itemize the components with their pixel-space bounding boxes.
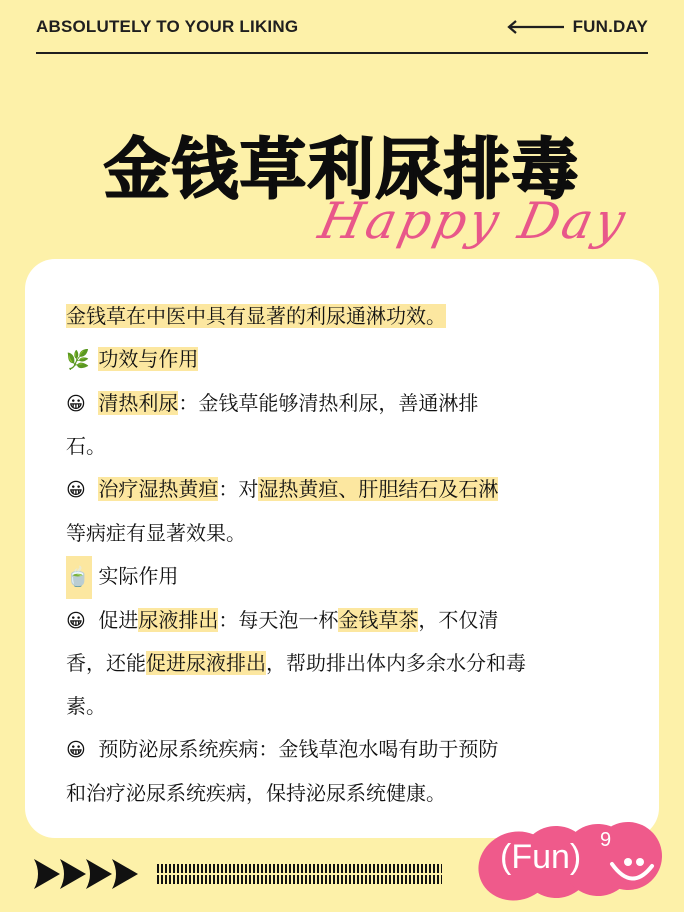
tea-bowl-icon: 🍵: [66, 556, 92, 599]
play-arrow-icon: [86, 859, 112, 889]
left-arrow-icon: [507, 19, 565, 35]
body-text: 等病症有显著效果。: [66, 520, 246, 545]
body-text: 和治疗泌尿系统疾病，保持泌尿系统健康。: [66, 780, 446, 805]
brand-label: FUN.DAY: [572, 17, 648, 36]
arrow-decoration: [34, 858, 138, 890]
content-line: [66, 642, 619, 685]
play-arrow-icon: [112, 859, 138, 889]
body-text: 预防泌尿系统疾病：金钱草泡水喝有助于预防: [98, 736, 499, 761]
highlighted-text: 清热利尿: [98, 390, 179, 415]
content-line: [66, 338, 619, 382]
content-line: [66, 685, 619, 728]
body-text: ：金钱草能够清热利尿，善通淋排: [178, 390, 479, 415]
svg-text:9: 9: [600, 829, 612, 851]
script-subtitle: Happy Day: [313, 192, 633, 250]
content-line: [66, 382, 619, 426]
tagline: ABSOLUTELY TO YOUR LIKING: [36, 17, 299, 36]
body-text: 素。: [66, 694, 106, 719]
content-line: [66, 425, 619, 468]
grinning-face-icon: 😀: [66, 392, 86, 415]
body-text: ：每天泡一杯: [218, 607, 339, 632]
highlighted-text: 湿热黄疸、肝胆结石及石淋: [258, 477, 499, 502]
content-line: [66, 512, 619, 555]
page-title: 金钱草利尿排毒: [104, 131, 580, 208]
brand-group: [507, 17, 648, 37]
highlighted-text: 金钱草在中医中具有显著的利尿通淋功效。: [66, 304, 446, 328]
content-line: [66, 772, 619, 815]
highlighted-text: 治疗湿热黄疸: [98, 477, 219, 502]
highlighted-text: 尿液排出: [138, 607, 219, 632]
content-line: [66, 468, 619, 512]
grinning-face-icon: 😀: [66, 609, 86, 632]
body-text: 石。: [66, 434, 106, 459]
body-text: ，不仅清: [418, 607, 499, 632]
play-arrow-icon: [34, 859, 60, 889]
highlighted-text: 促进尿液排出: [146, 651, 266, 676]
grinning-face-icon: 😀: [66, 738, 86, 761]
highlighted-text: 功效与作用: [98, 346, 199, 371]
fun-badge-text: (Fun): [500, 838, 582, 876]
barcode-decoration: [157, 864, 442, 884]
body-text: ，帮助排出体内多余水分和毒: [266, 651, 526, 676]
highlighted-text: 金钱草茶: [338, 607, 419, 632]
body-text: ：对: [218, 477, 259, 502]
content-line: [66, 599, 619, 643]
play-arrow-icon: [60, 859, 86, 889]
body-text: 促进: [98, 607, 139, 632]
content-line: [66, 555, 619, 599]
content-card: [25, 259, 659, 838]
grinning-face-icon: 😀: [66, 479, 86, 502]
top-bar: [36, 16, 648, 38]
body-text: 实际作用: [98, 563, 179, 588]
herb-icon: 🌿: [66, 348, 90, 371]
header-divider: [36, 52, 648, 54]
body-text: 香，还能: [66, 651, 146, 676]
content-line: [66, 728, 619, 772]
content-line: [66, 295, 619, 338]
